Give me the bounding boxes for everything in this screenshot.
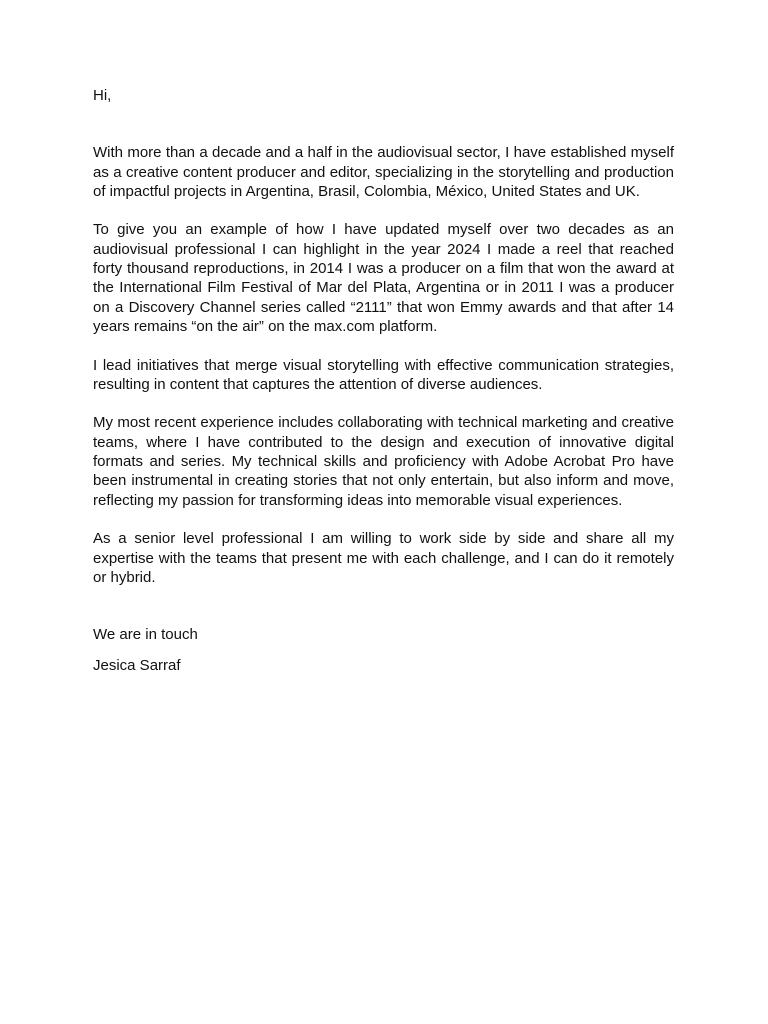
paragraph-example: To give you an example of how I have updated myself over two decades as an audiovisual professional I can highlight in the year 2024 I made a reel that reached forty thousand reproductions, in 2014 I was a producer on a film that won the award at the International Film Festival of Mar del Plata, Argentina or in 2011 I was a producer on a Discovery Channel series called “2111” that won Emmy awards and that after 14 years remains “on the air” on the max.com platform. [93, 221, 674, 335]
signature: Jesica Sarraf [93, 657, 181, 675]
paragraph-initiatives: I lead initiatives that merge visual storytelling with effective communication strategies, resulting in content that captures the attention of diverse audiences. [93, 356, 674, 393]
letter-body [93, 86, 674, 676]
paragraph-senior: As a senior level professional I am willing to work side by side and share all my expertise with the teams that present me with each challenge, and I can do it remotely or hybrid. [93, 530, 674, 586]
greeting: Hi, [93, 87, 112, 104]
paragraph-recent-experience: My most recent experience includes collaborating with technical marketing and creative teams, where I have contributed to the design and execution of innovative digital formats and series. My technical skills and proficiency with Adobe Acrobat Pro have been instrumental in creating stories that not only entertain, but also inform and move, reflecting my passion for transforming ideas into memorable visual experiences. [93, 414, 674, 509]
closing: We are in touch [93, 626, 198, 644]
paragraph-experience: With more than a decade and a half in the audiovisual sector, I have established myself as a creative content producer and editor, specializing in the storytelling and production of impactful projects in Argentina, Brasil, Colombia, México, United States and UK. [93, 144, 674, 200]
